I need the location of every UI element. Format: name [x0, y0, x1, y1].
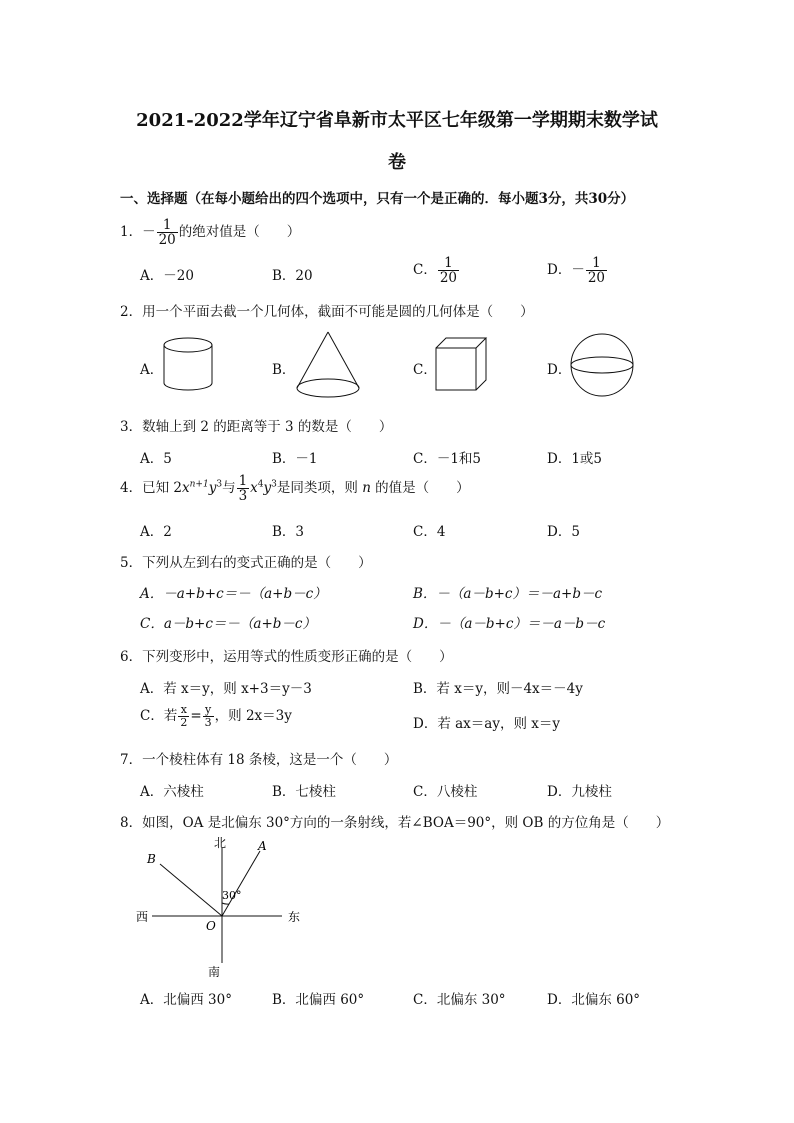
question-prefix: 4．已知 2: [120, 480, 182, 497]
option-a: A．－a+b+c＝－（a+b－c）: [140, 586, 327, 602]
option-b: B．: [272, 362, 296, 378]
option-a: A．六棱柱: [140, 784, 204, 800]
option-b: B．七棱柱: [272, 784, 336, 800]
option-a: A．5: [140, 451, 172, 467]
fraction-denominator: 3: [238, 488, 248, 505]
south-label: 南: [208, 965, 221, 979]
option-c: C．北偏东 30°: [413, 992, 506, 1008]
fraction-denominator: 20: [587, 270, 606, 287]
fraction: [157, 218, 178, 247]
option-b: B．北偏西 60°: [272, 992, 365, 1008]
option-d: D．－（a－b+c）＝－a－b－c: [413, 616, 606, 632]
option-d: D．5: [547, 524, 580, 540]
question-number: 1．: [120, 224, 143, 241]
cylinder-icon: [160, 335, 216, 395]
option-a: A．北偏西 30°: [140, 992, 232, 1008]
fraction-numerator: x: [180, 703, 187, 717]
fraction-numerator: 1: [238, 473, 248, 489]
option-c: C．－1和5: [413, 451, 482, 467]
option-c: C．4: [413, 524, 446, 540]
variable-x: x: [250, 480, 258, 497]
sphere-icon: [568, 331, 636, 399]
exponent: 3: [216, 479, 223, 490]
option-d: D．北偏东 60°: [547, 992, 641, 1008]
option-a: A．: [140, 362, 164, 378]
fraction-denominator: 20: [439, 270, 458, 287]
east-label: 东: [288, 910, 301, 924]
option-c: [413, 256, 460, 285]
cube-icon: [433, 335, 489, 395]
question-2: 2．用一个平面去截一个几何体，截面不可能是圆的几何体是（ ）: [120, 304, 534, 320]
minus-sign: －: [142, 224, 156, 241]
angle-label: 30°: [222, 889, 242, 902]
option-a: A．－20: [140, 268, 194, 284]
option-d: D．若 ax＝ay，则 x＝y: [413, 716, 560, 732]
question-4: [120, 474, 470, 503]
fraction-denominator: 20: [158, 232, 176, 249]
question-text: 的绝对值是（ ）: [178, 224, 301, 241]
fraction-denominator: 2: [180, 716, 188, 729]
question-text: 是同类项，则: [276, 480, 363, 497]
connector-text: 与: [222, 480, 236, 497]
point-a-label: A: [258, 839, 267, 853]
exponent: 3: [271, 479, 277, 490]
option-d: D．: [547, 362, 572, 378]
north-label: 北: [214, 836, 227, 850]
fraction: [586, 256, 607, 285]
option-a: A．若 x＝y，则 x+3＝y－3: [140, 681, 312, 697]
option-c: C．八棱柱: [413, 784, 478, 800]
question-1: [120, 218, 300, 247]
option-b: B．若 x＝y，则－4x＝－4y: [413, 681, 583, 697]
option-d: D．九棱柱: [547, 784, 612, 800]
variable-x: x: [181, 480, 190, 497]
exponent: n+1: [189, 479, 209, 490]
question-8: 8．如图，OA 是北偏东 30°方向的一条射线，若∠BOA＝90°，则 OB 的方位角是（ ）: [120, 815, 670, 831]
option-b: B．－（a－b+c）＝－a+b－c: [413, 586, 603, 602]
fraction: [203, 704, 214, 728]
west-label: 西: [136, 910, 149, 924]
option-text: ，则 2x＝3y: [214, 708, 292, 724]
fraction-numerator: y: [205, 703, 212, 717]
exponent: 4: [257, 479, 264, 490]
variable-y: y: [263, 480, 272, 497]
option-b: B．－1: [272, 451, 318, 467]
option-c: [140, 704, 292, 729]
option-b: B．20: [272, 268, 313, 284]
angle-arc: [222, 903, 229, 904]
ray-ob: [160, 864, 222, 916]
ray-oa: [222, 851, 260, 916]
fraction: [178, 704, 189, 728]
page-title: 2021-2022学年辽宁省阜新市太平区七年级第一学期期末数学试: [136, 110, 658, 131]
fraction-numerator: 1: [162, 217, 172, 233]
page-title-continued: 卷: [388, 152, 406, 173]
direction-figure: [132, 833, 312, 983]
option-label: C．: [413, 262, 437, 279]
option-c: C．: [413, 362, 437, 378]
fraction-denominator: 3: [204, 716, 212, 729]
variable-y: y: [208, 480, 217, 497]
option-label: D．－: [547, 262, 585, 279]
question-text: 的值是（ ）: [370, 480, 470, 497]
point-o-label: O: [206, 919, 216, 933]
option-a: A．2: [140, 524, 172, 540]
point-b-label: B: [147, 852, 156, 866]
variable-n: n: [362, 480, 371, 497]
option-c: C．a－b+c＝－（a+b－c）: [140, 616, 316, 632]
question-7: 7．一个棱柱体有 18 条棱，这是一个（ ）: [120, 752, 398, 768]
option-d: D．1或5: [547, 451, 603, 467]
question-6: 6．下列变形中，运用等式的性质变形正确的是（ ）: [120, 649, 453, 665]
fraction-numerator: 1: [444, 255, 453, 271]
section-heading: 一、选择题（在每小题给出的四个选项中，只有一个是正确的．每小题3分，共30分）: [120, 191, 635, 207]
fraction: [438, 256, 459, 285]
fraction-numerator: 1: [592, 255, 601, 271]
cone-icon: [292, 330, 364, 402]
question-5: 5．下列从左到右的变式正确的是（ ）: [120, 555, 372, 571]
question-3: 3．数轴上到 2 的距离等于 3 的数是（ ）: [120, 419, 393, 435]
fraction: [237, 474, 250, 503]
option-d: [547, 256, 608, 285]
option-label: C．若: [140, 708, 178, 724]
equals-sign: =: [190, 708, 202, 724]
option-b: B．3: [272, 524, 305, 540]
